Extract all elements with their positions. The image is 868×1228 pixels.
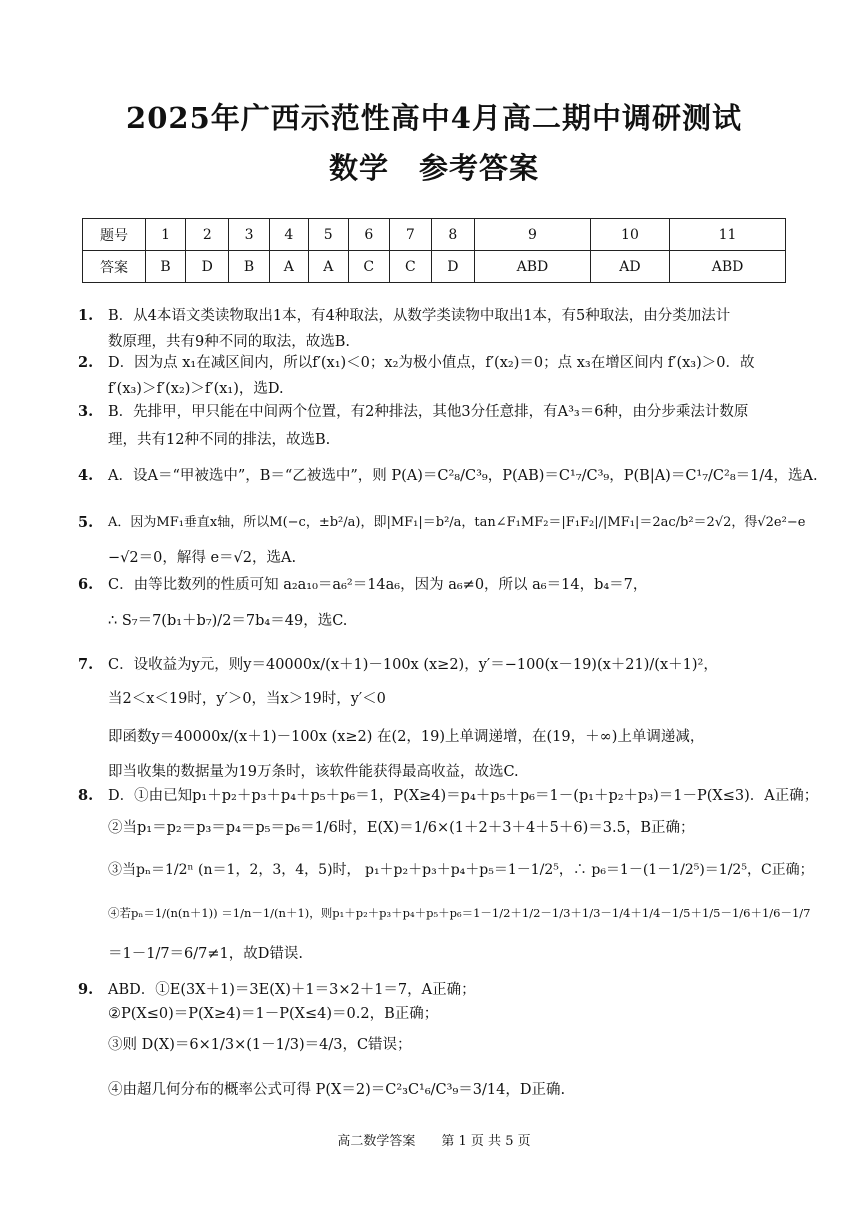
table-cell: 6	[348, 219, 390, 251]
table-cell: A	[269, 251, 308, 283]
solution-line: B．先排甲，甲只能在中间两个位置，有2种排法，其他3分任意排，有A³₃＝6种，由分步乘法计数原	[108, 404, 749, 420]
table-cell: D	[431, 251, 474, 283]
solution-line: ＝1－1/7＝6/7≠1，故D错误.	[108, 946, 304, 962]
answer-table-number-row	[83, 219, 786, 251]
solution-line: ABD．①E(3X＋1)＝3E(X)＋1＝3×2＋1＝7，A正确；	[108, 982, 476, 998]
solution-line: 理，共有12种不同的排法，故选B.	[108, 432, 331, 448]
table-cell: B	[146, 251, 186, 283]
solution-line: C．由等比数列的性质可知 a₂a₁₀＝a₆²＝14a₆，因为 a₆≠0，所以 a₆＝14，b₄＝7，	[108, 577, 648, 593]
table-cell: 2	[186, 219, 229, 251]
solution-line: f′(x₃)＞f′(x₂)＞f′(x₁)，选D.	[108, 381, 284, 397]
table-cell: 3	[229, 219, 269, 251]
solution-line: ②P(X≤0)＝P(X≥4)＝1－P(X≤4)＝0.2，B正确；	[108, 1006, 439, 1022]
solution-line: ③当pₙ＝1/2ⁿ (n＝1，2，3，4，5)时， p₁＋p₂＋p₃＋p₄＋p₅＝1－1/2⁵，∴ p₆＝1－(1－1/2⁵)＝1/2⁵，C正确；	[108, 862, 814, 878]
solution-line: ④若pₙ＝1/(n(n＋1)) ＝1/n－1/(n＋1)，则p₁＋p₂＋p₃＋p₄＋p₅＋p₆＝1－1/2＋1/2－1/3＋1/3－1/4＋1/4－1/5＋1/5－1/6＋1/6－1/7	[108, 906, 811, 920]
table-cell: C	[390, 251, 432, 283]
table-cell: AD	[590, 251, 669, 283]
page-title: 2025年广西示范性高中4月高二期中调研测试	[126, 101, 742, 135]
solution-line: A．设A＝“甲被选中”，B＝“乙被选中”，则 P(A)＝C²₈/C³₉，P(AB)＝C¹₇/C³₉，P(B|A)＝C¹₇/C²₈＝1/4，选A.	[108, 468, 818, 484]
table-cell: ABD	[670, 251, 786, 283]
solution-number: 1.	[78, 307, 94, 324]
table-cell: 8	[431, 219, 474, 251]
table-cell: D	[186, 251, 229, 283]
page-footer: 高二数学答案 第 1 页 共 5 页	[337, 1134, 531, 1149]
solution-line: B．从4本语文类读物取出1本，有4种取法，从数学类读物中取出1本，有5种取法，由分类加法计	[108, 308, 731, 324]
solution-line: ∴ S₇＝7(b₁＋b₇)/2＝7b₄＝49，选C.	[108, 613, 348, 629]
solution-line: 即函数y＝40000x/(x＋1)－100x (x≥2) 在(2，19)上单调递增，在(19，＋∞)上单调递减，	[108, 729, 705, 745]
table-cell: 4	[269, 219, 308, 251]
table-header-cell: 题号	[83, 219, 146, 251]
solution-line: D．因为点 x₁在减区间内，所以f′(x₁)＜0；x₂为极小值点，f′(x₂)＝0；点 x₃在增区间内 f′(x₃)＞0．故	[108, 355, 755, 371]
solution-line: 当2＜x＜19时，y′＞0，当x＞19时，y′＜0	[108, 691, 386, 707]
table-cell: C	[348, 251, 390, 283]
answer-table-answer-row	[83, 251, 786, 283]
solution-line: ②当p₁＝p₂＝p₃＝p₄＝p₅＝p₆＝1/6时，E(X)＝1/6×(1＋2＋3＋4＋5＋6)＝3.5，B正确；	[108, 820, 695, 836]
solution-number: 9.	[78, 981, 94, 998]
table-header-cell: 答案	[83, 251, 146, 283]
table-cell: 10	[590, 219, 669, 251]
solution-number: 2.	[78, 354, 94, 371]
solution-line: ④由超几何分布的概率公式可得 P(X＝2)＝C²₃C¹₆/C³₉＝3/14，D正确.	[108, 1082, 566, 1098]
page-subtitle: 数学 参考答案	[328, 151, 539, 185]
table-cell: 7	[390, 219, 432, 251]
solution-number: 7.	[78, 656, 94, 673]
table-cell: 9	[475, 219, 591, 251]
answer-table	[82, 218, 786, 283]
solution-line: D．①由已知p₁＋p₂＋p₃＋p₄＋p₅＋p₆＝1，P(X≥4)＝p₄＋p₅＋p₆＝1－(p₁＋p₂＋p₃)＝1－P(X≤3)．A正确；	[108, 788, 819, 804]
table-cell: 1	[146, 219, 186, 251]
solution-number: 6.	[78, 576, 94, 593]
solution-line: 数原理，共有9种不同的取法，故选B.	[108, 334, 350, 350]
solution-number: 3.	[78, 403, 94, 420]
table-cell: ABD	[475, 251, 591, 283]
solution-number: 8.	[78, 787, 94, 804]
table-cell: A	[309, 251, 348, 283]
table-cell: B	[229, 251, 269, 283]
table-cell: 5	[309, 219, 348, 251]
solution-number: 4.	[78, 467, 94, 484]
solution-number: 5.	[78, 514, 94, 531]
solution-line: 即当收集的数据量为19万条时，该软件能获得最高收益，故选C.	[108, 764, 519, 780]
solution-line: C．设收益为y元，则y＝40000x/(x＋1)－100x (x≥2)，y′＝−100(x－19)(x＋21)/(x＋1)²，	[108, 657, 718, 673]
solution-line: ③则 D(X)＝6×1/3×(1－1/3)＝4/3，C错误；	[108, 1037, 412, 1053]
solution-line: −√2＝0，解得 e＝√2，选A.	[108, 550, 297, 566]
table-cell: 11	[670, 219, 786, 251]
solution-line: A．因为MF₁垂直x轴，所以M(−c，±b²/a)，即|MF₁|＝b²/a，tan∠F₁MF₂＝|F₁F₂|/|MF₁|＝2ac/b²＝2√2，得√2e²−e	[108, 515, 806, 530]
